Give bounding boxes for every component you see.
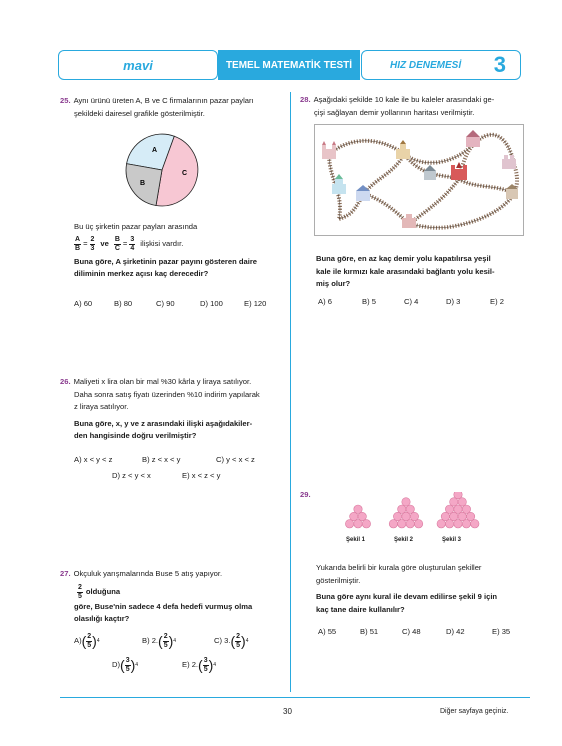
option-a[interactable]: A) 6 [318, 297, 332, 306]
question-text: Maliyeti x lira olan bir mal %30 kârla y liraya satılıyor. [73, 377, 252, 386]
pattern-circle [437, 520, 445, 528]
pattern-circle [462, 520, 470, 528]
header-test-title [218, 50, 360, 80]
pattern-circle [398, 505, 406, 513]
conjunction: ve [100, 238, 109, 248]
pattern-circle [450, 512, 458, 520]
question-text: Yukarıda belirli bir kurala göre oluşturulan şekiller [316, 563, 482, 572]
pattern-circle [458, 498, 466, 506]
pattern-circle [402, 498, 410, 506]
question-number: 27. [60, 569, 71, 578]
option-b[interactable]: B) 80 [114, 299, 133, 308]
pattern-circle [454, 505, 462, 513]
question-28 [300, 94, 530, 119]
column-divider [290, 92, 291, 692]
header-test-title-label: TEMEL MATEMATİK TESTİ [225, 59, 353, 71]
ratio-relation: $\frac{A}{B}$ = $\frac{2}{3}$ ve $\frac{B}{C}$ = $\frac{3}{4}$ ilişkisi vardır. [75, 235, 184, 252]
pattern-circle [445, 505, 453, 513]
question-text: Bu üç şirketin pazar payları arasında [74, 222, 198, 231]
question-ask: göre, Buse'nin sadece 4 defa hedefi vurmuş olma [74, 601, 253, 611]
question-text: şekildeki dairesel grafikle gösterilmiştir. [74, 108, 205, 118]
answer-options-26 [74, 454, 289, 484]
question-number: 29. [300, 490, 311, 499]
page-number: 30 [283, 707, 292, 716]
ratio-value-1: $\frac{2}{3}$ [90, 235, 95, 252]
question-ask: kaç tane daire kullanılır? [316, 604, 405, 614]
pattern-circle [389, 520, 397, 528]
question-27 [60, 568, 288, 626]
pattern-circle [450, 498, 458, 506]
question-text: gösterilmiştir. [316, 575, 361, 585]
pattern-circle [358, 512, 366, 520]
question-text: z liraya satılıyor. [74, 402, 129, 411]
option-d[interactable]: D) 3 [446, 297, 461, 306]
option-d[interactable]: D) z < y < x [112, 471, 151, 480]
figure-label-2: Şekil 2 [394, 537, 414, 543]
circle-pattern-figures [340, 492, 500, 532]
option-e[interactable]: E) 35 [492, 627, 511, 636]
pattern-circle [362, 520, 370, 528]
castle-railway-map [314, 124, 524, 236]
option-a[interactable]: A) x < y < z [74, 455, 113, 464]
option-b[interactable]: B) 5 [362, 297, 376, 306]
figure-label-3: Şekil 3 [442, 537, 462, 543]
ratio-b-over-c: $\frac{B}{C}$ [114, 235, 120, 252]
pattern-circle [402, 512, 410, 520]
option-e[interactable]: E) 120 [244, 299, 267, 308]
header-brand [58, 50, 218, 80]
pattern-circle [410, 512, 418, 520]
probability-fraction: $\frac{2}{5}$ [78, 583, 82, 600]
question-text: Aşağıdaki şekilde 10 kale ile bu kaleler arasındaki ge- [313, 95, 495, 104]
pattern-circle [445, 520, 453, 528]
pattern-circle [462, 505, 470, 513]
question-29-number [300, 489, 314, 502]
question-ask: olasılığı kaçtır? [74, 614, 130, 623]
question-number: 26. [60, 377, 71, 386]
answer-options-27 [74, 633, 289, 683]
question-ask: miş olur? [316, 279, 351, 288]
question-26 [60, 376, 288, 443]
option-c[interactable]: C) 48 [402, 627, 421, 636]
option-d[interactable]: D) 100 [200, 299, 223, 308]
option-b[interactable]: B) 51 [360, 627, 379, 636]
question-ask: $\frac{2}{5}$ olduğuna [78, 583, 121, 600]
question-text: çişi sağlayan demir yollarının haritası verilmiştir. [314, 107, 475, 117]
next-page-note: Diğer sayfaya geçiniz. [440, 708, 509, 715]
option-e[interactable]: E) 2 [490, 297, 504, 306]
question-text: Daha sonra satış fiyatı üzerinden %10 indirim yapılarak [74, 389, 260, 399]
question-ask: diliminin merkez açısı kaç derecedir? [74, 269, 209, 278]
option-e[interactable]: E) 2. ( $\frac{3}{5}$ ) 4 [182, 657, 217, 674]
option-a[interactable]: A) 55 [318, 627, 337, 636]
pattern-circle [466, 512, 474, 520]
pie-chart [120, 128, 204, 212]
question-text: Aynı ürünü üreten A, B ve C firmalarının pazar payları [73, 96, 254, 105]
header-exam-name [361, 50, 521, 80]
pattern-circle [406, 520, 414, 528]
figure-label-1: Şekil 1 [346, 537, 366, 543]
question-ask: Buna göre, en az kaç demir yolu kapatılırsa yeşil [316, 254, 491, 263]
question-29 [316, 562, 531, 616]
pie-label-b: B [140, 180, 146, 187]
option-c[interactable]: C) 4 [404, 297, 419, 306]
question-ask: den hangisinde doğru verilmiştir? [74, 431, 197, 440]
pattern-circle [454, 520, 462, 528]
ratio-value-2: $\frac{3}{4}$ [130, 235, 135, 252]
option-b[interactable]: B) 2. ( $\frac{2}{5}$ ) 4 [142, 633, 177, 650]
question-number: 25. [60, 96, 71, 105]
question-ask: kale ile kırmızı kale arasındaki bağlantı yolu kesil- [316, 266, 495, 276]
pattern-circle [414, 520, 422, 528]
pattern-circle [354, 520, 362, 528]
relation-tail: ilişkisi vardır. [140, 238, 184, 248]
option-e[interactable]: E) x < z < y [182, 471, 221, 480]
bottom-rule [60, 697, 530, 698]
pattern-circle [354, 505, 362, 513]
option-b[interactable]: B) z < x < y [142, 455, 181, 464]
option-d[interactable]: D) 42 [446, 627, 465, 636]
question-number: 28. [300, 95, 311, 104]
option-c[interactable]: C) 90 [156, 299, 175, 308]
pattern-circle [350, 512, 358, 520]
option-a[interactable]: A) ( $\frac{2}{5}$ ) 4 [74, 633, 100, 650]
header-brand-label: mavi [123, 57, 153, 73]
pie-label-c: C [182, 170, 188, 177]
pie-label-a: A [152, 147, 158, 154]
question-text: Okçuluk yarışmalarında Buse 5 atış yapıyor. [73, 569, 223, 578]
pattern-circle [393, 512, 401, 520]
option-a[interactable]: A) 60 [74, 299, 93, 308]
pattern-circle [458, 512, 466, 520]
question-25-body [74, 221, 289, 281]
header-exam-number: 3 [493, 52, 506, 77]
question-28-ask [316, 253, 531, 291]
pattern-circle [471, 520, 479, 528]
question-ask: Buna göre, x, y ve z arasındaki ilişki aşağıdakiler- [74, 418, 253, 428]
question-ask: Buna göre, A şirketinin pazar payını gösteren daire [74, 256, 257, 266]
option-d[interactable]: D) ( $\frac{3}{5}$ ) 4 [112, 657, 139, 674]
pattern-circle [441, 512, 449, 520]
question-25 [60, 95, 285, 120]
pattern-circle [398, 520, 406, 528]
pattern-circle [406, 505, 414, 513]
option-c[interactable]: C) y < x < z [216, 455, 255, 464]
ratio-a-over-b: $\frac{A}{B}$ [75, 235, 81, 252]
option-c[interactable]: C) 3. ( $\frac{2}{5}$ ) 4 [214, 633, 249, 650]
question-ask: Buna göre aynı kural ile devam edilirse şekil 9 için [316, 592, 498, 601]
header-exam-label: HIZ DENEMESİ [390, 59, 462, 71]
pattern-circle [345, 520, 353, 528]
pattern-circle [454, 492, 462, 499]
